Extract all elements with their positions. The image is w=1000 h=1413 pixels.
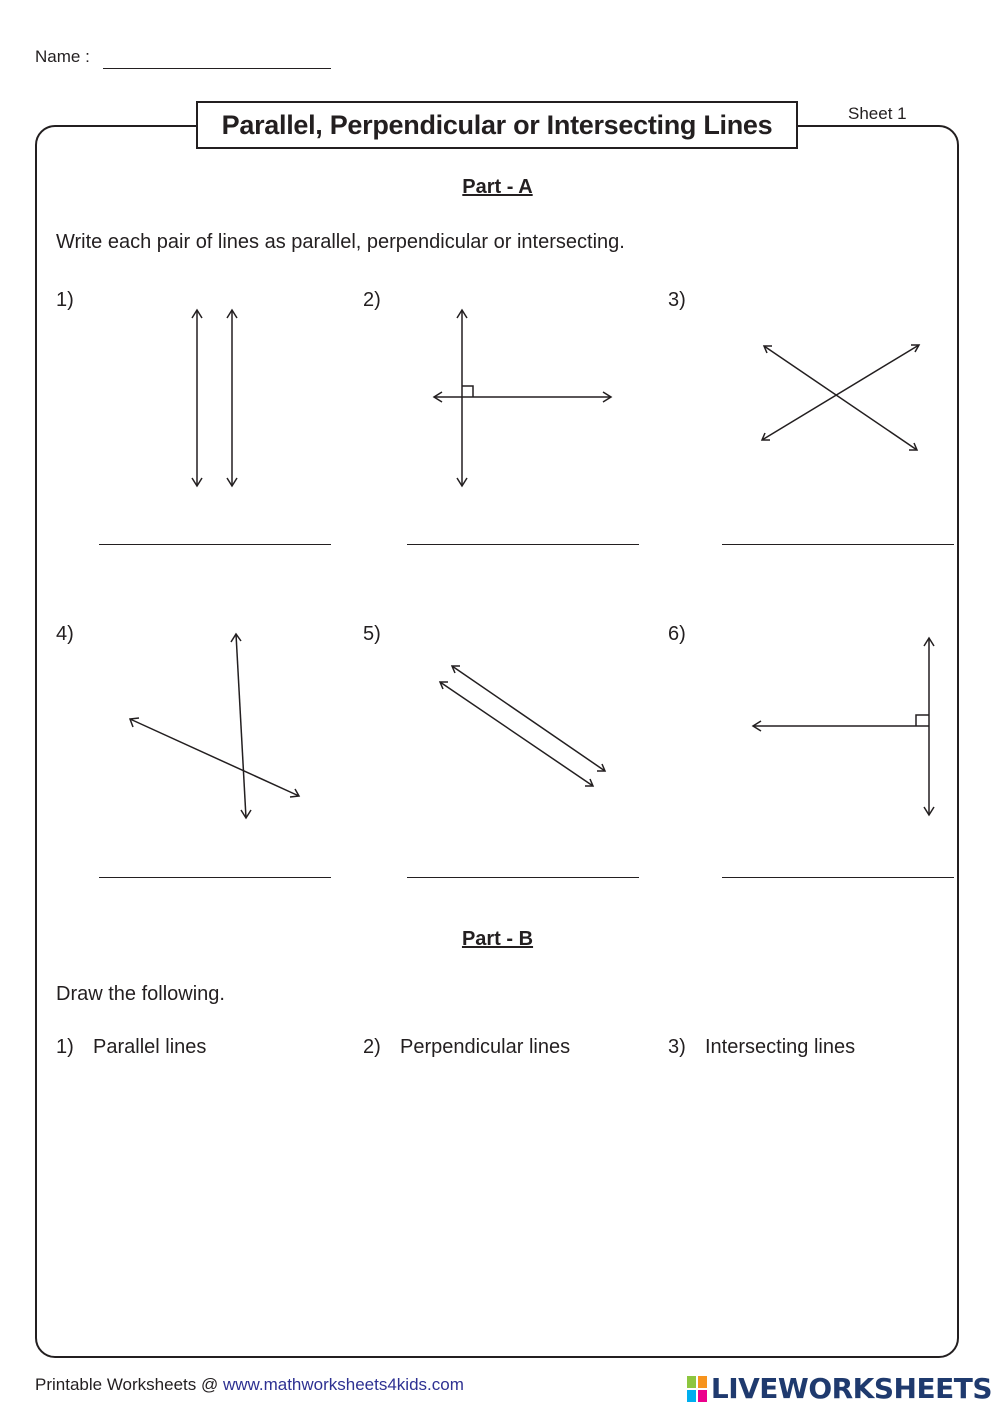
part-a-instruction: Write each pair of lines as parallel, perpendicular or intersecting. (56, 231, 625, 253)
figure-2-perpendicular-lines (434, 310, 611, 486)
part-b-heading: Part - B (461, 928, 534, 950)
part-b-instruction: Draw the following. (56, 983, 225, 1005)
figure-1-parallel-lines (192, 310, 237, 486)
liveworksheets-wordmark: LIVEWORKSHEETS (710, 1372, 992, 1405)
figure-3-intersecting-lines (762, 345, 919, 450)
draw-item-2 (363, 1036, 570, 1059)
sheet-number: Sheet 1 (848, 104, 907, 123)
figure-5-parallel-lines (440, 666, 605, 786)
liveworksheets-logo-icon (686, 1375, 708, 1403)
draw-item-2-label: Perpendicular lines (400, 1036, 571, 1058)
name-label: Name : (35, 47, 90, 66)
footer (35, 1375, 464, 1395)
draw-item-3 (668, 1036, 855, 1059)
question-2-number: 2) (363, 289, 381, 311)
draw-item-3-label: Intersecting lines (705, 1036, 856, 1058)
draw-item-2-number: 2) (363, 1036, 381, 1058)
draw-item-1-number: 1) (56, 1036, 74, 1058)
draw-item-1-label: Parallel lines (93, 1036, 207, 1058)
footer-prefix: Printable Worksheets @ (35, 1375, 223, 1394)
figure-6-perpendicular-lines (753, 638, 934, 815)
question-3-number: 3) (668, 289, 686, 311)
draw-item-3-number: 3) (668, 1036, 686, 1058)
question-1-number: 1) (56, 289, 74, 311)
liveworksheets-brand (686, 1372, 992, 1405)
draw-item-1 (56, 1036, 206, 1059)
question-5-number: 5) (363, 623, 381, 645)
footer-url-link[interactable]: www.mathworksheets4kids.com (222, 1375, 464, 1394)
question-4-number: 4) (56, 623, 74, 645)
figure-4-intersecting-lines (130, 634, 299, 818)
worksheet-title: Parallel, Perpendicular or Intersecting Lines (196, 101, 798, 149)
part-a-heading: Part - A (462, 176, 533, 198)
question-6-number: 6) (668, 623, 686, 645)
